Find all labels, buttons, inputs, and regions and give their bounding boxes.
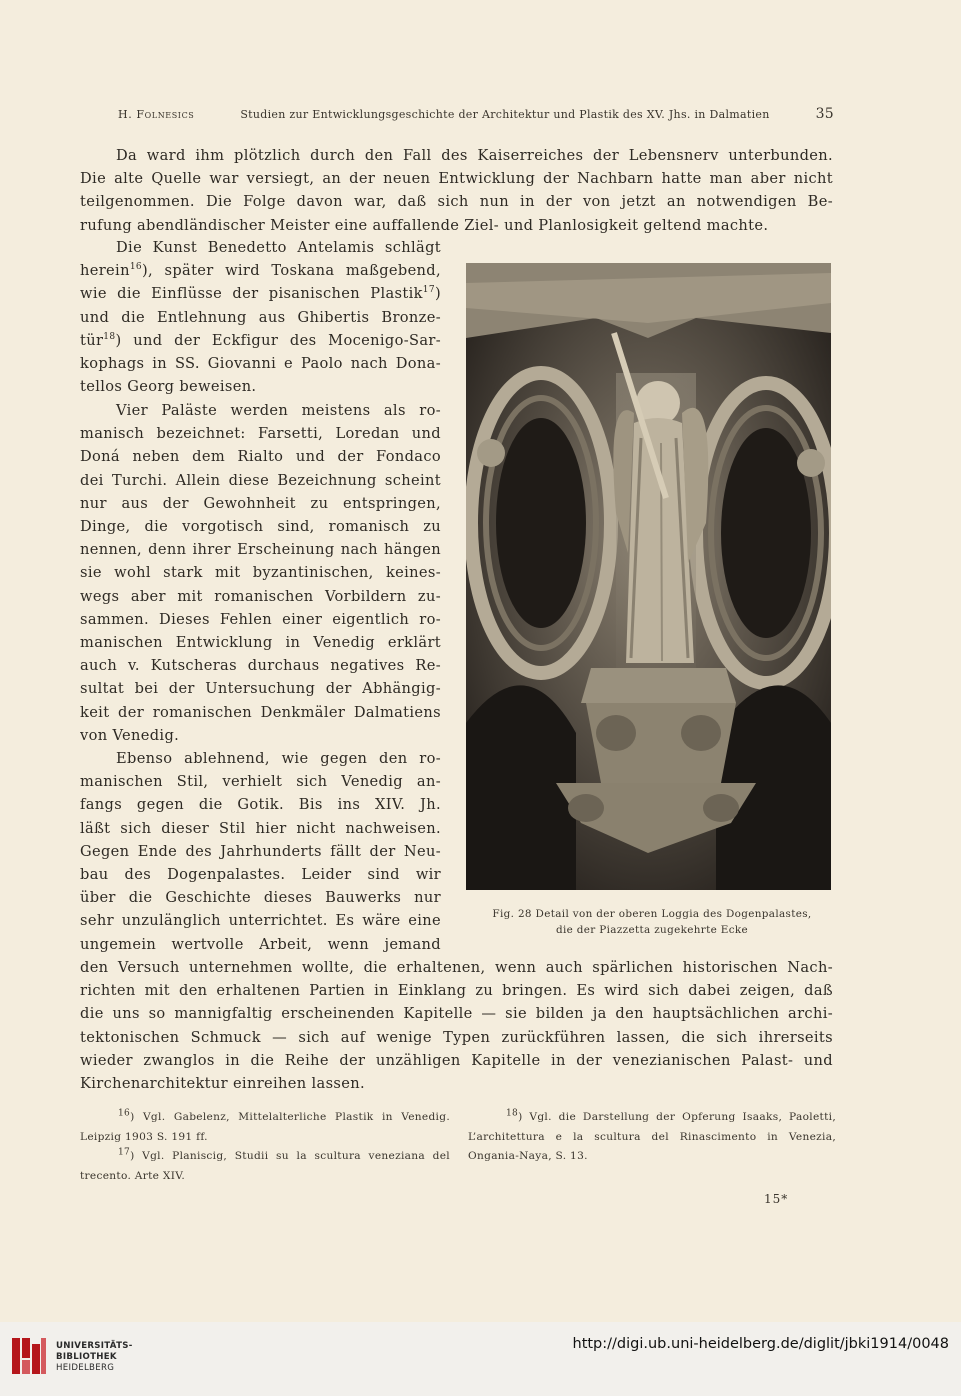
library-line: HEIDELBERG <box>56 1363 115 1373</box>
text-line: kophags in SS. Giovanni e Paolo nach Dona- <box>80 355 441 373</box>
text-line: Da ward ihm plötzlich durch den Fall des Kaiserreiches der Lebensnerv unterbunden. <box>116 147 833 164</box>
text-line: läßt sich dieser Stil hier nicht nachweisen. <box>80 819 441 837</box>
text-line: teilgenommen. Die Folge davon war, daß sich nun in der von jetzt an notwendigen Be- <box>80 193 833 211</box>
text-line: Gegen Ende des Jahrhunderts fällt der Neu- <box>80 842 441 860</box>
footnote-18-cont: L’architettura e la scultura del Rinascimento in Venezia, <box>468 1130 836 1143</box>
text-line: manisch bezeichnet: Farsetti, Loredan und <box>80 425 441 443</box>
text-line: wegs aber mit romanischen Vorbildern zu- <box>80 587 441 605</box>
text-line: sultat bei der Untersuchung der Abhängig- <box>80 680 441 698</box>
footnote-18-cont: Ongania-Naya, S. 13. <box>468 1150 588 1162</box>
header-author: H. Folnesics <box>118 108 195 121</box>
footnotes-right <box>468 1108 836 1167</box>
footnote-ref-18: 18 <box>103 331 116 342</box>
text-line: auch v. Kutscheras durchaus negatives Re- <box>80 657 441 675</box>
text-fragment: herein <box>80 262 130 280</box>
library-line: UNIVERSITÄTS- <box>56 1341 133 1351</box>
text-line <box>80 282 441 305</box>
text-fragment: ), später wird Toskana maßgebend, <box>141 262 441 280</box>
footnote-17-cont: trecento. Arte XIV. <box>80 1169 185 1182</box>
text-line: die uns so mannigfaltig erscheinenden Kapitelle — sie bilden ja den hauptsächlichen archi- <box>80 1005 833 1023</box>
footnote-number: 16 <box>118 1108 131 1119</box>
paragraph-4 <box>80 747 441 956</box>
caption-line: die der Piazzetta zugekehrte Ecke <box>555 924 749 936</box>
paragraph-5 <box>80 956 833 1095</box>
text-line: Vier Paläste werden meistens als ro- <box>116 402 441 419</box>
text-fragment: tür <box>80 331 104 349</box>
text-line: tellos Georg beweisen. <box>80 378 257 396</box>
permalink-url[interactable]: http://digi.ub.uni-heidelberg.de/diglit/jbki1914/0048 <box>572 1336 949 1352</box>
university-library-logo-icon[interactable] <box>10 1334 48 1378</box>
header-title: Studien zur Entwicklungsgeschichte der Architektur und Plastik des XV. Jhs. in Dalmatien <box>240 108 770 121</box>
footnote-18 <box>468 1108 836 1128</box>
footnotes-left <box>80 1108 450 1186</box>
footnote-ref-16: 16 <box>129 262 142 273</box>
signature-mark: 15* <box>764 1192 789 1206</box>
text-line: rufung abendländischer Meister eine auffallende Ziel- und Planlosigkeit geltend machte. <box>80 216 769 234</box>
text-line: fangs gegen die Gotik. Bis ins XIV. Jh. <box>80 796 441 814</box>
text-line: über die Geschichte dieses Bauwerks nur <box>80 889 441 907</box>
footnote-number: 18 <box>506 1108 519 1119</box>
caption-line: Fig. 28 Detail von der oberen Loggia des Dogenpalastes, <box>492 908 812 920</box>
text-line: sie wohl stark mit byzantinischen, keines- <box>80 564 441 582</box>
text-line: manischen Entwicklung in Venedig erklärt <box>80 634 441 652</box>
library-name[interactable] <box>56 1341 133 1374</box>
library-line: BIBLIOTHEK <box>56 1352 117 1362</box>
footnote-text: ) Vgl. Planiscig, Studii su la scultura veneziana del <box>130 1150 450 1162</box>
text-line: Doná neben dem Rialto und der Fondaco <box>80 448 441 466</box>
text-line: nennen, denn ihrer Erscheinung nach hängen <box>80 541 441 559</box>
paragraph-1 <box>80 144 833 237</box>
footnote-16 <box>80 1108 450 1128</box>
text-line <box>80 259 441 282</box>
running-head <box>118 106 834 122</box>
paragraph-2 <box>80 236 441 398</box>
text-line: Dinge, die vorgotisch sind, romanisch zu <box>80 518 441 536</box>
text-line: richten mit den erhaltenen Partien in Einklang zu bringen. Es wird sich dabei zeigen, daß <box>80 982 833 1000</box>
footnote-16-cont: Leipzig 1903 S. 191 ff. <box>80 1130 208 1143</box>
text-line: ungemein wertvolle Arbeit, wenn jemand <box>80 935 441 953</box>
footnote-17 <box>80 1147 450 1167</box>
text-line: manischen Stil, verhielt sich Venedig an- <box>80 773 441 791</box>
text-fragment: wie die Einflüsse der pisanischen Plastik <box>80 285 423 303</box>
photo-angel-corner <box>466 263 831 890</box>
text-fragment: ) und der Eckfigur des Mocenigo-Sar- <box>115 331 441 349</box>
figure-photo <box>466 263 831 890</box>
text-line: Kirchenarchitektur einreihen lassen. <box>80 1075 365 1093</box>
text-line: sammen. Dieses Fehlen einer eigentlich ro- <box>80 610 441 628</box>
footer-bar <box>0 1322 961 1396</box>
page-number: 35 <box>815 106 834 122</box>
text-line: wieder zwanglos in die Reihe der unzähligen Kapitelle in der venezianischen Palast- und <box>80 1051 833 1069</box>
text-line: und die Entlehnung aus Ghibertis Bronze- <box>80 308 441 326</box>
figure-caption <box>466 906 838 938</box>
footnote-text: ) Vgl. die Darstellung der Opferung Isaaks, Paoletti, <box>518 1111 836 1123</box>
text-fragment: ) <box>434 285 441 303</box>
text-line: den Versuch unternehmen wollte, die erhaltenen, wenn auch spärlichen historischen Nach- <box>80 959 833 976</box>
footnote-number: 17 <box>118 1147 131 1158</box>
text-line: Ebenso ablehnend, wie gegen den ro- <box>116 750 441 767</box>
paragraph-3 <box>80 399 441 747</box>
text-line <box>80 329 441 352</box>
text-line: Die alte Quelle war versiegt, an der neuen Entwicklung der Nachbarn hatte man aber nicht <box>80 170 833 188</box>
footnote-ref-17: 17 <box>422 285 435 296</box>
text-line: dei Turchi. Allein diese Bezeichnung scheint <box>80 471 441 489</box>
text-line: tektonischen Schmuck — sich auf wenige Typen zurückführen lassen, die sich ihrerseits <box>80 1028 833 1046</box>
text-line: sehr unzulänglich unterrichtet. Es wäre eine <box>80 912 441 930</box>
text-line: nur aus der Gewohnheit zu entspringen, <box>80 494 441 512</box>
text-line: bau des Dogenpalastes. Leider sind wir <box>80 866 441 884</box>
text-line: Die Kunst Benedetto Antelamis schlägt <box>116 239 441 256</box>
text-line: von Venedig. <box>80 726 180 744</box>
text-line: keit der romanischen Denkmäler Dalmatiens <box>80 703 441 721</box>
footnote-text: ) Vgl. Gabelenz, Mittelalterliche Plastik in Venedig. <box>130 1111 450 1123</box>
